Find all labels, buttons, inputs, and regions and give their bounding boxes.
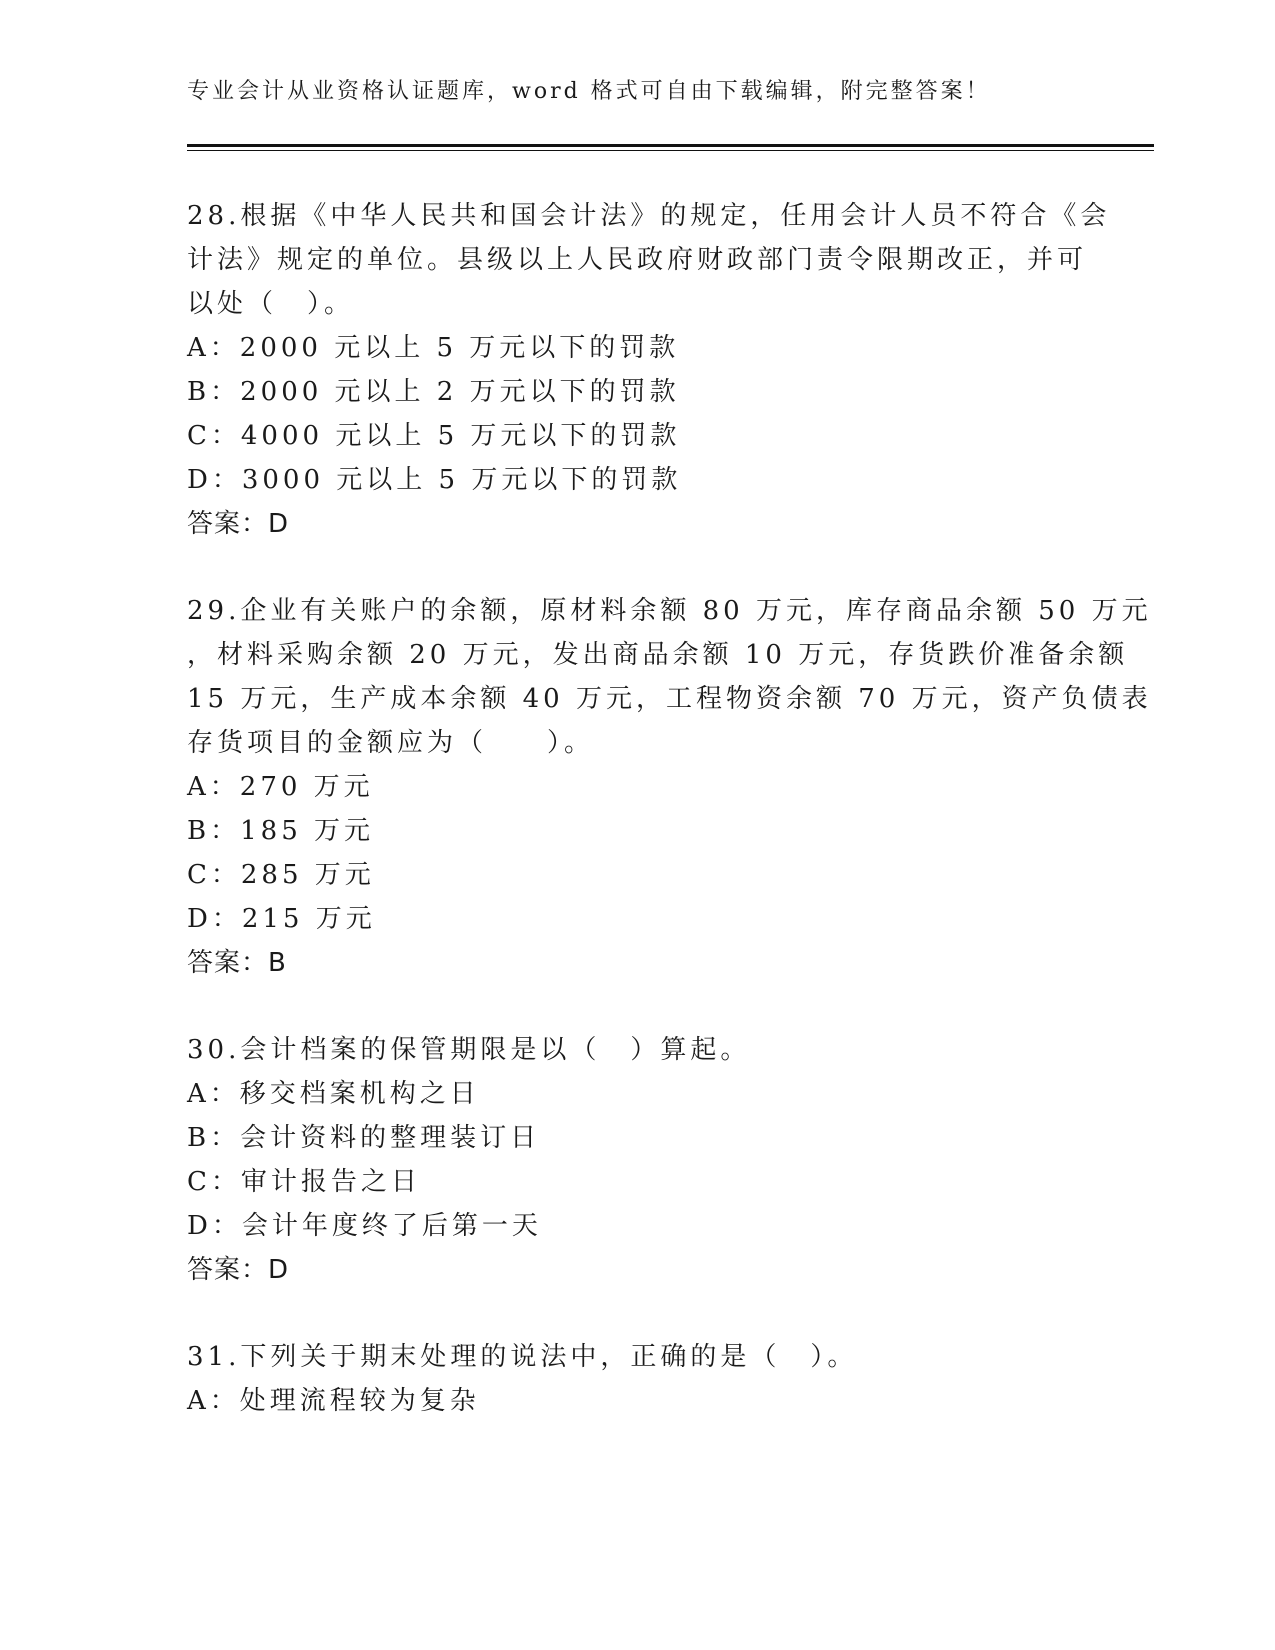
option-b: B：会计资料的整理装订日 (187, 1123, 541, 1153)
option-a: A：处理流程较为复杂 (187, 1386, 480, 1416)
option-c: C：285 万元 (187, 860, 375, 890)
option-d: D：215 万元 (187, 904, 376, 934)
answer: 答案：B (187, 948, 287, 978)
answer: 答案：D (187, 1255, 290, 1285)
question-stem-line: 15 万元，生产成本余额 40 万元，工程物资余额 70 万元，资产负债表 (187, 684, 1152, 714)
option-b: B：2000 元以上 2 万元以下的罚款 (187, 377, 680, 407)
question-stem-line: 计法》规定的单位。县级以上人民政府财政部门责令限期改正，并可 (187, 245, 1088, 275)
question-stem-line: 30.会计档案的保管期限是以（ ）算起。 (187, 1035, 751, 1065)
question-stem-line: ，材料采购余额 20 万元，发出商品余额 10 万元，存货跌价准备余额 (187, 640, 1129, 670)
option-a: A：2000 元以上 5 万元以下的罚款 (187, 333, 680, 363)
option-d: D：会计年度终了后第一天 (187, 1211, 542, 1241)
header-rule-thick (187, 144, 1154, 147)
question-stem-line: 29.企业有关账户的余额，原材料余额 80 万元，库存商品余额 50 万元 (187, 596, 1152, 626)
option-a: A：270 万元 (187, 772, 374, 802)
question-stem-line: 31.下列关于期末处理的说法中，正确的是（ ）。 (187, 1342, 858, 1372)
question-stem-line: 存货项目的金额应为（ ）。 (187, 728, 595, 758)
header-rule-thin (187, 150, 1154, 151)
question-stem-line: 28.根据《中华人民共和国会计法》的规定，任用会计人员不符合《会 (187, 201, 1111, 231)
question-stem-line: 以处（ ）。 (187, 289, 355, 319)
answer: 答案：D (187, 509, 290, 539)
option-b: B：185 万元 (187, 816, 374, 846)
option-c: C：4000 元以上 5 万元以下的罚款 (187, 421, 681, 451)
option-c: C：审计报告之日 (187, 1167, 421, 1197)
option-a: A：移交档案机构之日 (187, 1079, 480, 1109)
option-d: D：3000 元以上 5 万元以下的罚款 (187, 465, 682, 495)
page-header: 专业会计从业资格认证题库，word 格式可自由下载编辑，附完整答案！ (187, 79, 991, 104)
